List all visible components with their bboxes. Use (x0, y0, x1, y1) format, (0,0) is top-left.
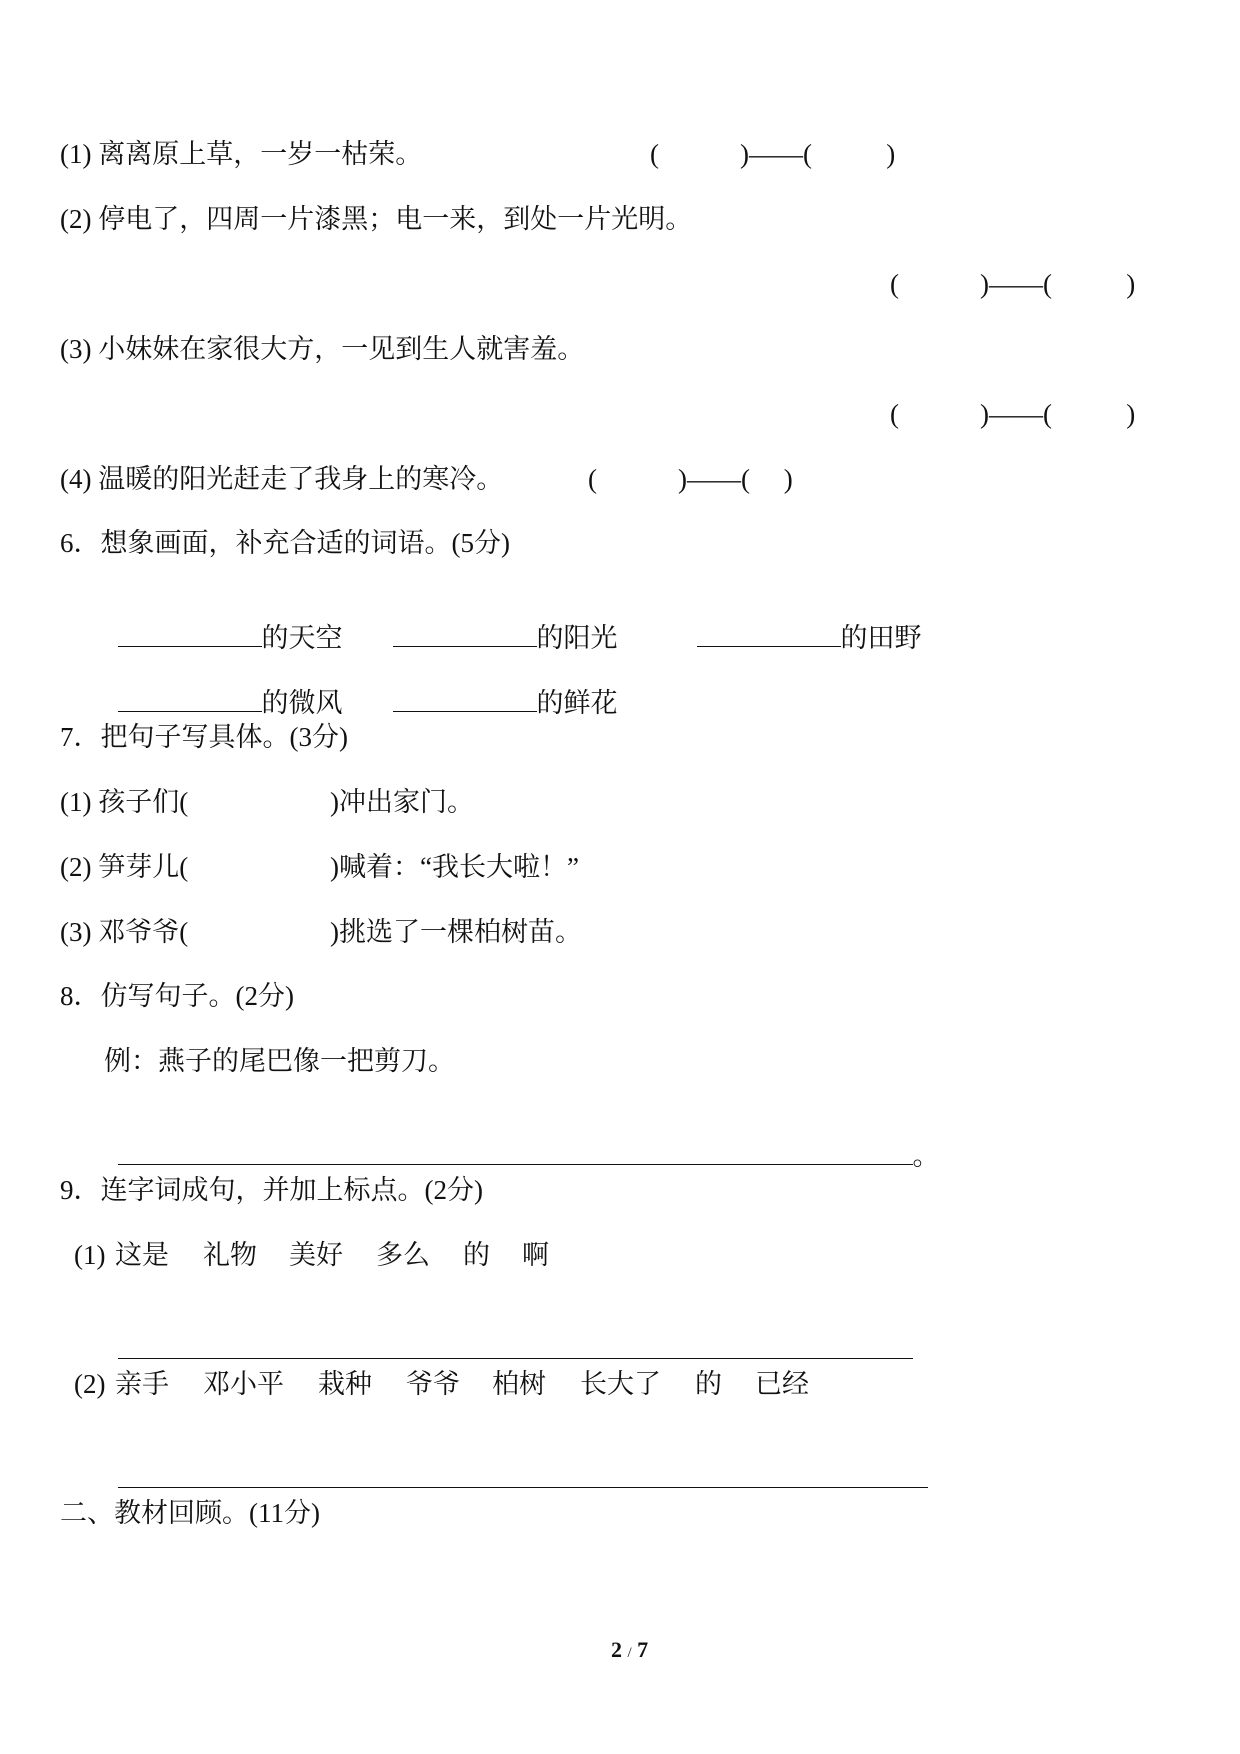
q7-item-2-answer-space[interactable] (190, 854, 330, 882)
q5-item-1: (1) 离离原上草，一岁一枯荣。 (60, 139, 423, 169)
page-separator: / (627, 1645, 632, 1661)
q6-blank-row-1c (683, 595, 922, 652)
section-2-heading: 二、教材回顾。(11分) (60, 1498, 320, 1528)
q6-suffix-5: 的鲜花 (536, 688, 618, 718)
q6-blank-5[interactable] (393, 687, 537, 712)
q6-blank-3[interactable] (697, 622, 841, 647)
q9-item-2-word: 亲手 (115, 1369, 169, 1399)
q9-item-2-label: (2) (74, 1369, 106, 1399)
q5-item-4-answer[interactable]: ( )——( ) (588, 464, 793, 494)
page-number (600, 1617, 648, 1661)
q6-blank-1[interactable] (118, 622, 262, 647)
q6-blank-row-1 (104, 595, 343, 652)
q8-heading: 8．仿写句子。(2分) (60, 981, 294, 1011)
q9-item-1-answer-line[interactable] (118, 1334, 913, 1359)
q6-suffix-2: 的阳光 (536, 623, 618, 653)
q9-item-2-answer-row (104, 1436, 928, 1493)
q5-item-2-answer[interactable]: ( )——( ) (890, 269, 1136, 299)
q9-item-1-word: 礼物 (203, 1240, 257, 1270)
q9-item-1-word: 这是 (115, 1240, 169, 1270)
q7-item-1-suffix: )冲出家门。 (330, 787, 474, 817)
q6-blank-row-2b (379, 660, 618, 717)
q9-item-1-label: (1) (74, 1240, 106, 1270)
q5-item-2: (2) 停电了，四周一片漆黑；电一来，到处一片光明。 (60, 204, 693, 234)
q7-item-1-answer-space[interactable] (190, 789, 330, 817)
q6-suffix-3: 的田野 (840, 623, 922, 653)
q7-item-3-suffix: )挑选了一棵柏树苗。 (330, 917, 582, 947)
q9-item-2-word: 爷爷 (406, 1369, 460, 1399)
q9-item-2-word: 栽种 (318, 1369, 372, 1399)
q9-item-2-word: 邓小平 (203, 1369, 284, 1399)
q5-item-3-answer[interactable]: ( )——( ) (890, 399, 1136, 429)
q9-item-1-word: 美好 (289, 1240, 343, 1270)
q9-heading: 9．连字词成句，并加上标点。(2分) (60, 1175, 483, 1205)
q6-suffix-1: 的天空 (261, 623, 343, 653)
q8-end-mark: 。 (912, 1141, 940, 1171)
q6-blank-4[interactable] (118, 687, 262, 712)
q8-answer-row (104, 1113, 940, 1170)
page-total: 7 (637, 1637, 649, 1662)
q9-item-2-word: 的 (695, 1369, 722, 1399)
q6-heading: 6．想象画面，补充合适的词语。(5分) (60, 528, 510, 558)
q9-item-1-word: 的 (463, 1240, 490, 1270)
q9-item-2-word: 已经 (755, 1369, 809, 1399)
q8-answer-line[interactable] (118, 1140, 913, 1165)
q7-item-2-suffix: )喊着：“我长大啦！” (330, 852, 579, 882)
q5-item-4: (4) 温暖的阳光赶走了我身上的寒冷。 (60, 464, 504, 494)
q7-item-3-prefix: (3) 邓爷爷( (60, 917, 189, 947)
q7-item-1-prefix: (1) 孩子们( (60, 787, 189, 817)
q9-item-1-word: 啊 (522, 1240, 549, 1270)
q5-item-3: (3) 小妹妹在家很大方，一见到生人就害羞。 (60, 334, 585, 364)
q8-example: 例：燕子的尾巴像一把剪刀。 (104, 1046, 455, 1076)
q7-item-3-answer-space[interactable] (190, 919, 330, 947)
q9-item-1-answer-row (104, 1307, 913, 1364)
q9-item-2-answer-line[interactable] (118, 1463, 928, 1488)
q9-item-2-word: 长大了 (580, 1369, 661, 1399)
page-current: 2 (611, 1637, 622, 1662)
q6-blank-row-1b (379, 595, 618, 652)
q9-item-2-word: 柏树 (492, 1369, 546, 1399)
q6-blank-row-2 (104, 660, 343, 717)
q7-item-2-prefix: (2) 笋芽儿( (60, 852, 189, 882)
q7-heading: 7．把句子写具体。(3分) (60, 722, 348, 752)
q6-blank-2[interactable] (393, 622, 537, 647)
q9-item-1-word: 多么 (376, 1240, 430, 1270)
q5-item-1-answer[interactable]: ( )——( ) (650, 139, 896, 169)
q6-suffix-4: 的微风 (261, 688, 343, 718)
